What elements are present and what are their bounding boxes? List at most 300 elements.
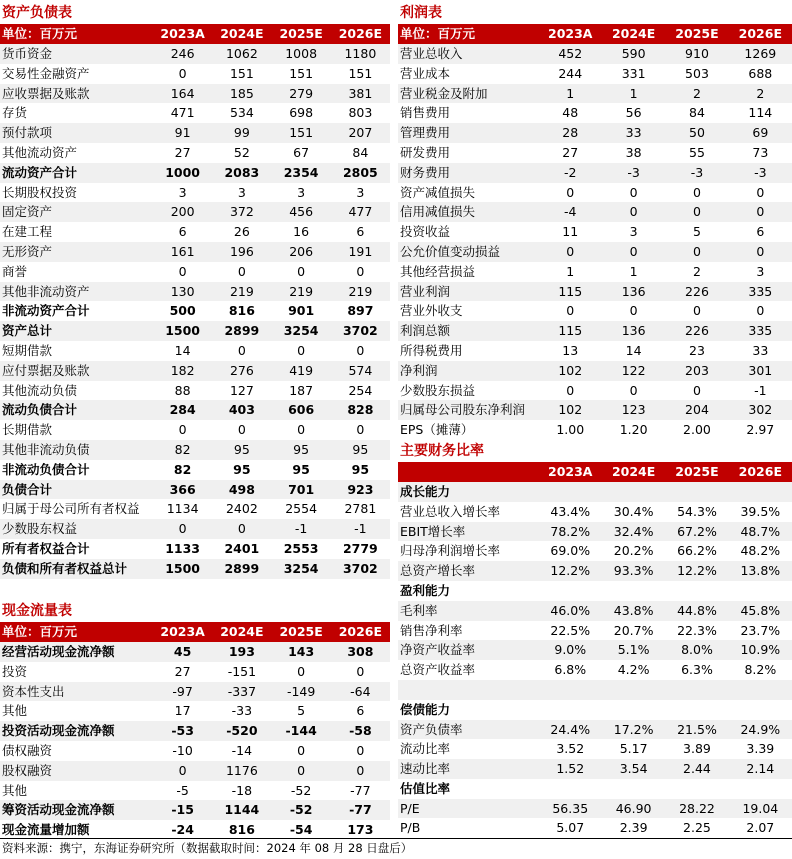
cell-value: 22.3% (677, 622, 717, 638)
cell-value: 2781 (344, 501, 377, 517)
cell-value: 20.2% (613, 543, 654, 559)
cell-value: 606 (288, 402, 315, 418)
cell-value: 0 (237, 263, 246, 279)
cell-value: 191 (348, 243, 373, 259)
table-row (0, 400, 390, 420)
cell-value: 44.8% (677, 602, 717, 618)
cell-value: 6 (178, 224, 187, 240)
cell-value: 2 (756, 85, 765, 101)
table-row (398, 759, 792, 779)
cell-value: 6 (356, 224, 365, 240)
cell-value: 43.8% (613, 602, 654, 618)
table-row (398, 779, 792, 799)
table-row (0, 781, 390, 801)
cell-value: 0 (178, 521, 187, 537)
year-header: 2025E (279, 26, 323, 41)
row-label: 非流动资产合计 (2, 303, 90, 319)
cell-value: 302 (748, 402, 773, 418)
cell-value: 5 (297, 703, 306, 719)
row-label: 资产减值损失 (400, 184, 476, 200)
cell-value: 331 (621, 65, 646, 81)
income-statement-panel (398, 2, 792, 838)
cell-value: 1176 (225, 762, 258, 778)
cell-value: 46.0% (550, 602, 591, 618)
cell-value (602, 779, 665, 799)
cell-value: 151 (289, 65, 314, 81)
cell-value: 923 (347, 481, 374, 497)
table-row (398, 660, 792, 680)
cell-value: 372 (229, 204, 254, 220)
cell-value: -4 (564, 204, 577, 220)
table-row (0, 242, 390, 262)
row-label: 筹资活动现金流净额 (2, 802, 115, 818)
table-row (0, 282, 390, 302)
cell-value: -337 (227, 683, 257, 699)
table-row (398, 103, 792, 123)
cell-value: 279 (289, 85, 314, 101)
cell-value: 503 (685, 65, 709, 81)
row-label: 流动资产合计 (2, 164, 78, 180)
cell-value: 95 (293, 441, 310, 457)
cell-value (665, 581, 728, 601)
income-statement-header (398, 24, 792, 44)
row-label: 盈利能力 (400, 582, 451, 598)
cell-value: 5 (693, 224, 701, 240)
cell-value: 84 (689, 105, 705, 121)
row-label: 短期借款 (2, 342, 53, 358)
row-label: EBIT增长率 (400, 523, 466, 539)
cell-value: 0 (756, 303, 765, 319)
cell-value: 23 (689, 342, 705, 358)
row-label: EPS（摊薄） (400, 422, 474, 438)
table-row (0, 800, 390, 820)
cell-value: 0 (356, 342, 365, 358)
row-label: 流动负债合计 (2, 402, 78, 418)
cell-value: 0 (629, 243, 638, 259)
balance-sheet-panel (0, 2, 390, 579)
cell-value: 897 (347, 303, 374, 319)
cell-value: 0 (297, 762, 306, 778)
cell-value: 54.3% (677, 503, 717, 519)
cell-value: -3 (690, 164, 704, 180)
cell-value: 196 (229, 243, 254, 259)
cell-value: 33 (625, 125, 642, 141)
table-row (0, 44, 390, 64)
cell-value: 161 (170, 243, 195, 259)
cell-value: 1000 (165, 164, 201, 180)
cell-value: 1 (629, 85, 638, 101)
cell-value (539, 700, 602, 720)
row-label: 存货 (2, 105, 28, 121)
cell-value (539, 581, 602, 601)
table-row (398, 202, 792, 222)
cell-value: 193 (228, 644, 255, 659)
table-row (0, 84, 390, 104)
row-label: 交易性金融资产 (2, 65, 90, 81)
table-row (0, 361, 390, 381)
cell-value: 16 (293, 224, 310, 240)
ratios-title: 主要财务比率 (400, 442, 484, 459)
table-row (0, 741, 390, 761)
year-header: 2026E (338, 26, 383, 41)
cell-value: 1062 (225, 46, 258, 61)
table-row (398, 818, 792, 838)
cell-value: 8.0% (681, 642, 713, 658)
cell-value: 48 (562, 105, 579, 121)
cell-value: 366 (169, 481, 196, 497)
cell-value: 2083 (224, 164, 260, 180)
cell-value: 9.0% (554, 642, 587, 658)
row-label: 营业总收入 (400, 46, 463, 61)
cell-value: 1.20 (619, 422, 648, 438)
cell-value: 2.97 (746, 422, 775, 438)
cell-value: 2779 (342, 540, 378, 556)
year-header: 2024E (611, 463, 656, 479)
row-label: 在建工程 (2, 224, 53, 240)
year-header: 2023A (548, 463, 593, 479)
cell-value (665, 700, 728, 720)
row-label: 非流动负债合计 (2, 461, 90, 477)
cell-value: -144 (285, 723, 317, 739)
cell-value: 1 (566, 85, 575, 101)
cashflow-panel (0, 600, 390, 840)
row-label: 所有者权益合计 (2, 540, 90, 556)
year-header: 2026E (738, 463, 782, 479)
row-label: 毛利率 (400, 602, 438, 618)
cell-value: 2.39 (619, 820, 648, 836)
year-header: 2024E (220, 624, 264, 639)
table-row (0, 222, 390, 242)
cell-value: 276 (229, 362, 254, 378)
cell-value: 5.1% (617, 642, 650, 658)
cell-value: 6.8% (554, 662, 587, 678)
cell-value: 1 (566, 263, 575, 279)
cell-value: 3 (297, 184, 306, 200)
cell-value: 67.2% (677, 523, 717, 539)
cell-value: 95 (351, 461, 370, 477)
cell-value: -520 (226, 723, 258, 739)
cell-value: 0 (297, 422, 306, 438)
row-label: 应付票据及账款 (2, 362, 90, 378)
cell-value: 17 (174, 703, 191, 719)
cell-value: 115 (558, 283, 583, 299)
cell-value: 219 (229, 283, 254, 299)
cell-value: 1133 (165, 540, 201, 556)
cell-value: 688 (748, 65, 773, 81)
row-label: 归属母公司股东净利润 (400, 402, 526, 418)
year-header: 2025E (279, 624, 323, 639)
row-label: 负债合计 (2, 481, 53, 497)
cashflow-title: 现金流量表 (2, 603, 72, 619)
row-label: 无形资产 (2, 243, 53, 259)
table-row (0, 559, 390, 579)
cell-value: -151 (227, 663, 257, 679)
cell-value: 698 (289, 105, 314, 121)
cell-value: 82 (174, 441, 191, 457)
income-statement-title: 利润表 (400, 5, 442, 21)
table-row (0, 642, 390, 662)
cell-value (729, 581, 792, 601)
cell-value: 115 (558, 323, 583, 339)
cell-value: 30.4% (613, 503, 654, 519)
year-header: 2023A (160, 624, 205, 639)
cell-value: 6.3% (681, 662, 713, 678)
cell-value: 19.04 (742, 800, 779, 816)
table-row (398, 581, 792, 601)
row-label: 投资收益 (400, 224, 451, 240)
cell-value: 24.4% (550, 721, 591, 737)
cell-value: 2899 (224, 560, 260, 576)
cell-value: -54 (289, 822, 313, 838)
cell-value: -77 (349, 802, 372, 818)
cell-value: 0 (566, 184, 575, 200)
cell-value: 452 (558, 46, 583, 61)
cell-value: -33 (231, 703, 253, 719)
cell-value: 2401 (224, 540, 260, 556)
cell-value: 91 (174, 125, 191, 141)
table-row (398, 301, 792, 321)
row-label: P/E (400, 800, 420, 816)
cell-value: 1500 (165, 560, 201, 576)
cell-value: 52 (233, 144, 250, 160)
cell-value: 26 (233, 224, 250, 240)
year-header: 2026E (738, 26, 782, 41)
table-row (0, 123, 390, 143)
table-row (0, 341, 390, 361)
cell-value: 207 (348, 125, 373, 141)
table-row (398, 163, 792, 183)
row-label: 财务费用 (400, 164, 451, 180)
cell-value: 226 (685, 323, 709, 339)
cell-value: 3254 (283, 560, 319, 576)
table-row (0, 682, 390, 702)
table-row (0, 262, 390, 282)
table-row (398, 44, 792, 64)
table-row (0, 143, 390, 163)
cell-value: 114 (748, 105, 773, 121)
cell-value: 3 (237, 184, 246, 200)
row-label: 投资 (2, 663, 28, 679)
cell-value: 901 (288, 303, 315, 319)
cell-value: 0 (178, 422, 187, 438)
row-label: 资产总计 (2, 323, 53, 339)
cell-value (602, 482, 665, 502)
cell-value: 28.22 (679, 800, 715, 816)
cell-value: 151 (229, 65, 254, 81)
cell-value: -2 (564, 164, 577, 180)
table-row (398, 341, 792, 361)
cell-value: 99 (233, 125, 250, 141)
cell-value: 8.2% (744, 662, 777, 678)
row-label: 偿债能力 (400, 701, 451, 717)
cell-value: 1.00 (556, 422, 585, 438)
cell-value: 0 (693, 184, 701, 200)
cell-value: 48.7% (740, 523, 781, 539)
cell-value: 43.4% (550, 503, 591, 519)
cell-value: 828 (347, 402, 374, 418)
cell-value: 0 (566, 303, 575, 319)
cell-value: 0 (356, 762, 365, 778)
cell-value: 0 (629, 382, 638, 398)
cell-value: 56 (625, 105, 642, 121)
row-label: 利润总额 (400, 323, 451, 339)
cashflow-rows (0, 642, 390, 840)
balance-sheet-rows (0, 44, 390, 579)
cell-value: 5.17 (619, 741, 648, 757)
cell-value (729, 779, 792, 799)
table-row (398, 183, 792, 203)
cell-value: 2 (693, 85, 701, 101)
cell-value: 10.9% (740, 642, 781, 658)
table-row (0, 440, 390, 460)
cell-value: 1144 (224, 802, 260, 818)
cell-value (539, 482, 602, 502)
cell-value: 0 (237, 422, 246, 438)
income-statement-rows (398, 44, 792, 440)
balance-sheet-header (0, 24, 390, 44)
table-row (398, 541, 792, 561)
row-label: 少数股东权益 (2, 521, 78, 537)
cell-value: 0 (356, 422, 365, 438)
cell-value: 1008 (285, 46, 318, 61)
cell-value: 456 (289, 204, 314, 220)
table-row (0, 64, 390, 84)
table-row (0, 539, 390, 559)
cell-value: 38 (625, 144, 642, 160)
cell-value: 381 (348, 85, 373, 101)
row-label: 管理费用 (400, 125, 451, 141)
cell-value: 102 (558, 402, 583, 418)
table-row (0, 420, 390, 440)
row-label: 其他 (2, 782, 28, 798)
cell-value: 3.52 (556, 741, 585, 757)
cell-value: 3702 (342, 323, 378, 339)
cell-value: -1 (754, 382, 767, 398)
cell-value: 803 (348, 105, 373, 121)
cell-value: 12.2% (550, 563, 591, 579)
cell-value: 95 (292, 461, 310, 477)
table-row (0, 499, 390, 519)
cell-value: 0 (356, 663, 365, 679)
table-row (398, 381, 792, 401)
row-label: 其他非流动负债 (2, 441, 90, 457)
cell-value: 0 (629, 204, 638, 220)
row-label: 归属于母公司所有者权益 (2, 501, 140, 517)
cell-value: 23.7% (740, 622, 781, 638)
cell-value: 82 (173, 461, 192, 477)
row-label: 少数股东损益 (400, 382, 476, 398)
cell-value: -1 (354, 521, 367, 537)
year-header: 2026E (338, 624, 383, 639)
cell-value: 6 (356, 703, 365, 719)
cell-value: 816 (228, 822, 255, 838)
row-label: 商誉 (2, 263, 28, 279)
cell-value: 130 (170, 283, 195, 299)
cell-value: -58 (349, 723, 372, 739)
cell-value (539, 680, 602, 700)
cell-value: 0 (629, 184, 638, 200)
cell-value (729, 680, 792, 700)
cell-value: 27 (174, 144, 191, 160)
source-footnote: 资料来源：携宁，东海证券研究所（数据截取时间：2024 年 08 月 28 日盘后） (0, 838, 792, 859)
cell-value (602, 700, 665, 720)
cell-value: 498 (228, 481, 255, 497)
cell-value: -3 (754, 164, 767, 180)
cell-value: -5 (176, 782, 189, 798)
cell-value: 204 (685, 402, 709, 418)
ratios-header (398, 462, 792, 482)
cell-value: 48.2% (740, 543, 781, 559)
cell-value: 500 (169, 303, 196, 319)
cell-value: 33 (752, 342, 769, 358)
table-row (398, 700, 792, 720)
table-row (0, 103, 390, 123)
row-label: 其他非流动资产 (2, 283, 90, 299)
cell-value: 3 (756, 263, 765, 279)
cell-value: 2899 (224, 323, 260, 339)
cell-value: 95 (352, 441, 369, 457)
row-label: 预付款项 (2, 125, 53, 141)
cell-value: 2805 (342, 164, 378, 180)
table-row (398, 123, 792, 143)
cell-value: 6 (756, 224, 765, 240)
row-label: 其他流动资产 (2, 144, 78, 160)
row-label: 其他经营损益 (400, 263, 476, 279)
cell-value: 93.3% (613, 563, 654, 579)
table-row (398, 64, 792, 84)
cell-value: 182 (170, 362, 195, 378)
cell-value: -53 (171, 723, 194, 739)
table-row (0, 321, 390, 341)
cell-value: 419 (289, 362, 314, 378)
table-row (398, 561, 792, 581)
table-row (398, 262, 792, 282)
cell-value: 2402 (225, 501, 258, 517)
row-label: 债权融资 (2, 742, 53, 758)
cell-value: 590 (621, 46, 646, 61)
cell-value: 244 (558, 65, 583, 81)
cell-value: 0 (237, 521, 246, 537)
row-label: 成长能力 (400, 483, 451, 499)
row-label: 资产负债率 (400, 721, 463, 737)
table-row (0, 721, 390, 741)
row-label: 研发费用 (400, 144, 451, 160)
row-label: 速动比率 (400, 761, 451, 777)
year-header: 2025E (675, 463, 719, 479)
cell-value: 102 (558, 362, 583, 378)
row-label: 销售净利率 (400, 622, 463, 638)
row-label: 估值比率 (400, 780, 451, 796)
cell-value: -24 (171, 822, 194, 838)
cell-value: 471 (170, 105, 195, 121)
balance-sheet-title: 资产负债表 (2, 5, 72, 21)
cell-value: 3.54 (619, 761, 648, 777)
table-row (398, 242, 792, 262)
cashflow-header (0, 622, 390, 642)
cell-value: 22.5% (550, 622, 591, 638)
cell-value: -1 (294, 521, 308, 537)
cell-value: 0 (756, 243, 765, 259)
cell-value: 0 (178, 762, 187, 778)
cell-value: 0 (178, 263, 187, 279)
cell-value: 1500 (165, 323, 201, 339)
ratios-header-blank (398, 462, 539, 482)
cell-value: 0 (178, 65, 187, 81)
cell-value: 2554 (285, 501, 318, 517)
cell-value: 143 (288, 644, 315, 659)
row-label: 应收票据及账款 (2, 85, 90, 101)
cell-value: 1 (629, 263, 638, 279)
